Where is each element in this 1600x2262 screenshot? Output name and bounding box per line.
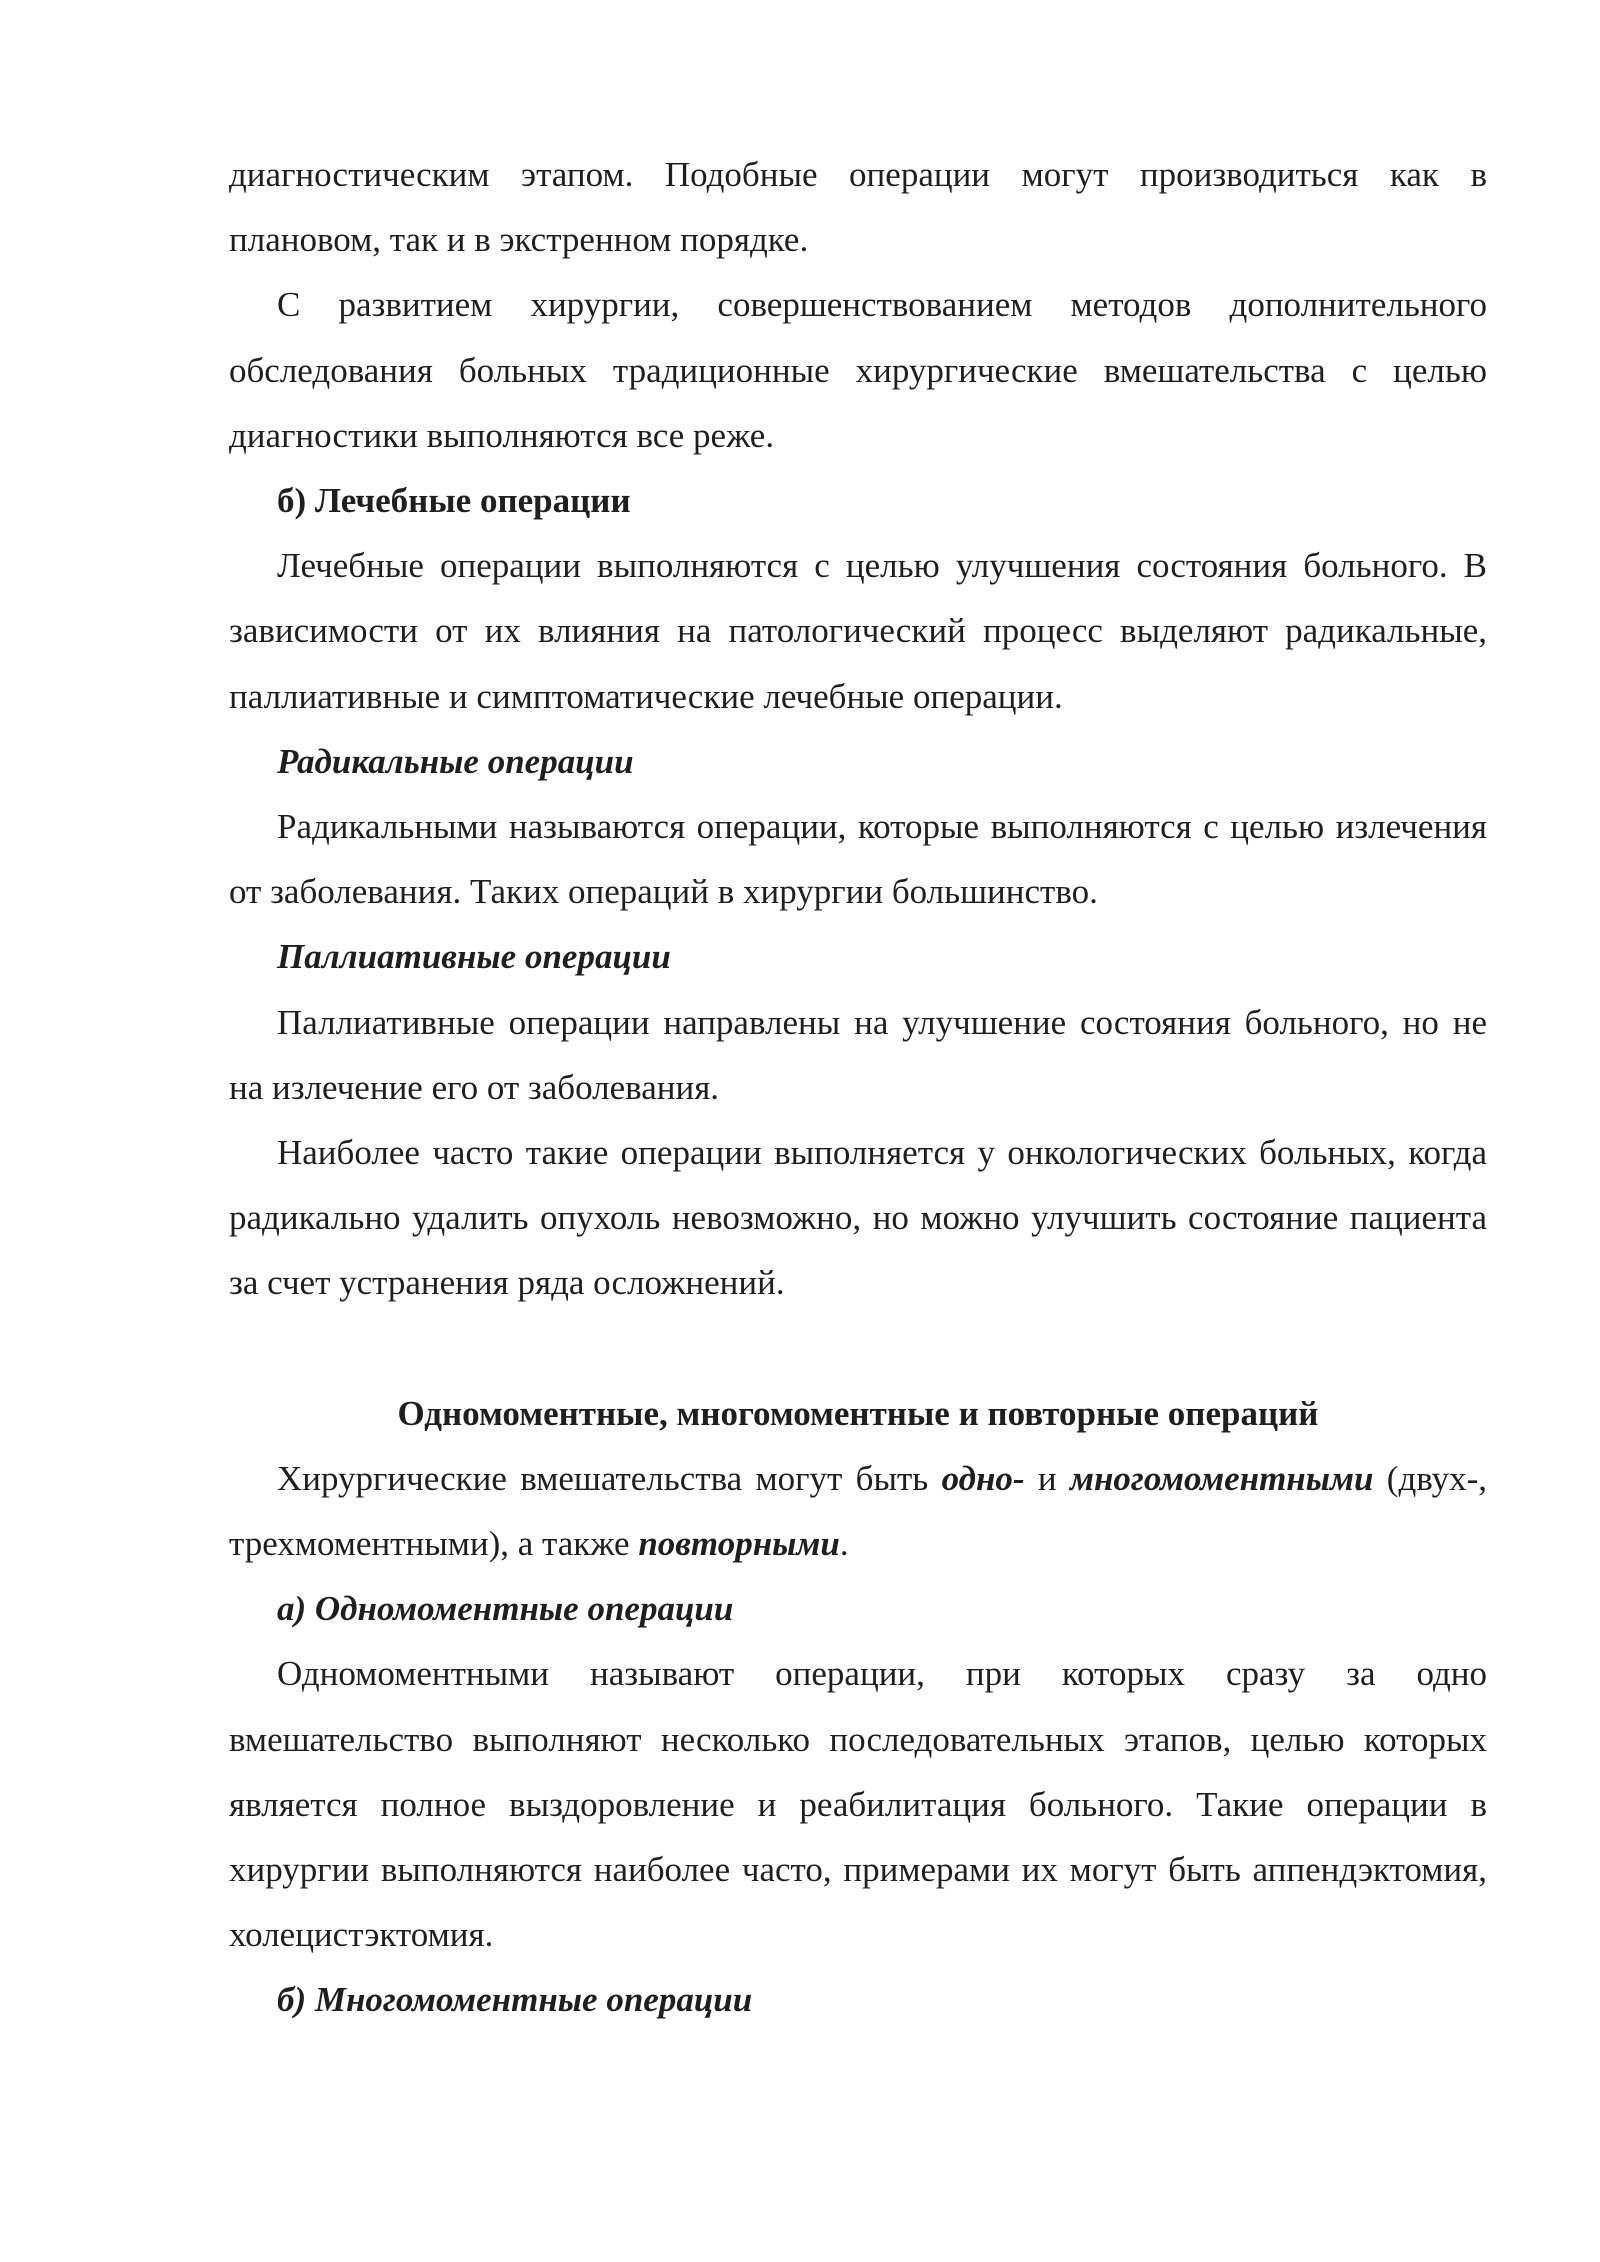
heading-multi-stage: б) Многомоментные операции [277, 1980, 753, 2020]
emphasis-multi: многомоментными [1070, 1458, 1374, 1498]
paragraph-single-stage: Одномоментными называют операции, при которых сразу за одно вмешательство выполняют несколько последовательных этапов, целью которых является полное выздоровление и реабилитация больного. Такие операции в хирургии выполняются наиболее часто, примерами их могут быть аппендэктомия, холецистэктомия. [229, 1654, 1487, 1955]
paragraph-palliative-operations: Паллиативные операции направлены на улучшение состояния больного, но не на излечение его от заболевания. [229, 1002, 1487, 1107]
paragraph-diagnostic-stage: диагностическим этапом. Подобные операции могут производиться как в плановом, так и в экстренном порядке. [229, 155, 1487, 260]
intro-text-4: . [839, 1524, 849, 1564]
paragraph-treatment-operations: Лечебные операции выполняются с целью улучшения состояния больного. В зависимости от их влияния на патологический процесс выделяют радикальные, паллиативные и симптоматические лечебные операции. [229, 546, 1487, 716]
section-title: Одномоментные, многомоментные и повторные операций [397, 1393, 1319, 1433]
emphasis-single: одно- [941, 1458, 1025, 1498]
intro-text-2: и [1024, 1458, 1070, 1498]
document-page [229, 142, 1487, 2033]
heading-treatment-operations: б) Лечебные операции [277, 481, 631, 521]
paragraph-oncology-patients: Наиболее часто такие операции выполняется у онкологических больных, когда радикально удалить опухоль невозможно, но можно улучшить состояние пациента за счет устранения ряда осложнений. [229, 1133, 1487, 1303]
paragraph-surgery-development: С развитием хирургии, совершенствованием методов дополнительного обследования больных традиционные хирургические вмешательства с целью диагностики выполняются все реже. [229, 285, 1487, 455]
emphasis-repeat: повторными [638, 1524, 840, 1564]
heading-palliative-operations: Паллиативные операции [277, 937, 671, 977]
intro-text-1: Хирургические вмешательства могут быть [277, 1458, 942, 1498]
heading-single-stage: а) Одномоментные операции [277, 1589, 734, 1629]
heading-radical-operations: Радикальные операции [277, 741, 634, 781]
paragraph-section-intro [229, 1446, 1487, 1576]
paragraph-radical-operations: Радикальными называются операции, которые выполняются с целью излечения от заболевания. Таких операций в хирургии большинство. [229, 807, 1487, 912]
intro-text-3: (двух-, трехмоментными), а также [229, 1458, 1488, 1564]
